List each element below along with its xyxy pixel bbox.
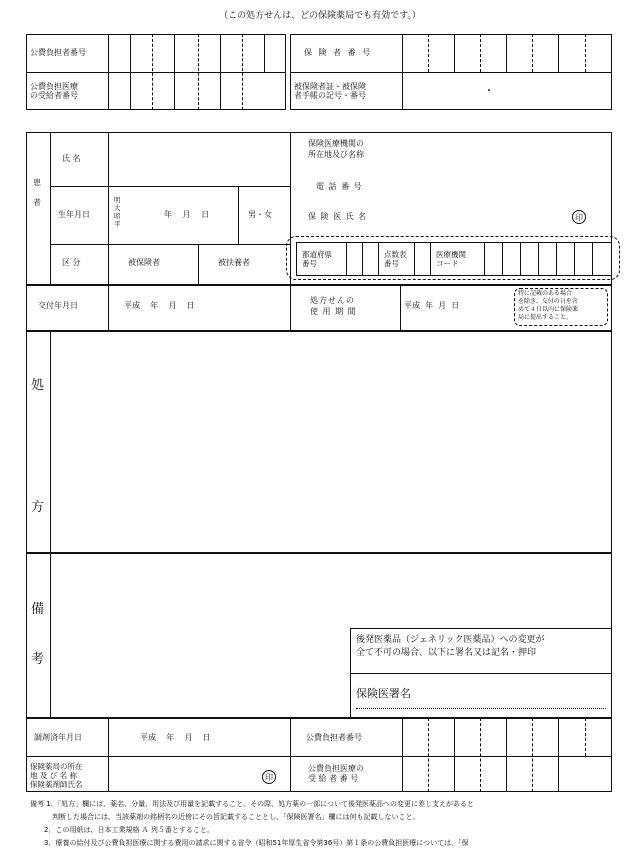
category-insured[interactable]: 被保険者 [128, 258, 160, 267]
public-payer-no-label: 公費負担者番号 [30, 48, 86, 57]
generic-notice: 後発医薬品（ジェネリック医薬品）への変更が 全て不可の場合、以下に署名又は記名・押印 [356, 635, 545, 658]
doctor-name-label: 保 険 医 氏 名 [308, 212, 368, 221]
footnote-1a: 備考 1．「処方」欄には、薬名、分量、用法及び用量を記載すること。その際、処方薬の一部について後発医薬品への変更に差し支えがあると [30, 800, 475, 808]
footnote-2: 2．この用紙は、日本工業規格 Ａ 列５番とすること。 [44, 826, 214, 834]
patient-name-label: 氏 名 [62, 154, 81, 163]
patient-section-label: 患 者 [33, 178, 41, 207]
prescription-area[interactable] [26, 331, 612, 553]
footnote-1b: 判断した場合には、当該薬剤の銘柄名の近傍にその旨記載することとし、「保険医署名」欄には何も記載しないこと。 [52, 813, 420, 821]
public-recipient-no-label: 公費負担医療 の受給者番号 [30, 82, 78, 100]
dob-ymd: 年 月 日 [164, 210, 210, 219]
card-number-dot: ・ [484, 86, 494, 97]
category-label: 区 分 [62, 258, 81, 267]
remarks-label-2: 考 [31, 652, 45, 667]
rx-label-1: 処 [31, 378, 45, 393]
issue-date-value[interactable]: 平成 年 月 日 [124, 301, 195, 310]
doctor-seal-icon: 印 [572, 210, 586, 224]
footnote-3: 3．療養の給付及び公費負担医療に関する費用の請求に関する省令（昭和51年厚生省令第36号）第１条の公費負担医療については、「保 [44, 839, 469, 847]
dispensed-date-label: 調剤済年月日 [34, 733, 82, 742]
institution-code-label: 医療機関 コード [436, 250, 466, 268]
header-note: （この処方せんは、どの保険薬局でも有効です。） [219, 11, 421, 21]
dispensed-date-value[interactable]: 平成 年 月 日 [140, 733, 211, 742]
bottom-public-payer-label: 公費負担者番号 [306, 733, 362, 742]
category-dependent[interactable]: 被扶養者 [218, 258, 250, 267]
dob-label: 生年月日 [58, 210, 90, 219]
phone-label: 電 話 番 号 [316, 182, 363, 191]
validity-date-value[interactable]: 平成 年 月 日 [404, 301, 460, 310]
bottom-public-recipient-label: 公費負担医療の 受 給 者 番 号 [308, 764, 364, 783]
insurer-no-label: 保 険 者 番 号 [304, 48, 373, 57]
institution-location-label: 保険医療機関の 所在地及び名称 [308, 139, 364, 159]
signature-line[interactable] [356, 708, 606, 709]
sex-choice[interactable]: 男・女 [248, 210, 272, 219]
prefecture-no-label: 都道府県 番号 [302, 250, 332, 268]
validity-note: 特に記載のある場合 を除き、交付の日を含 めて４日以内に保険薬 局に提出すること。 [518, 290, 579, 321]
pharmacist-seal-icon: 印 [262, 770, 276, 784]
remarks-label-1: 備 [31, 602, 45, 617]
doctor-signature-label: 保険医署名 [356, 687, 411, 700]
rx-label-2: 方 [31, 500, 45, 515]
score-table-no-label: 点数表 番号 [384, 250, 407, 268]
issue-date-label: 交付年月日 [38, 301, 78, 310]
validity-label: 処方せんの 使 用 期 間 [310, 296, 357, 316]
pharmacy-info-label: 保険薬局の所在 地 及 び 名 称 保険薬剤師氏名 [30, 762, 83, 789]
era-list: 明 大 昭 平 [114, 196, 121, 228]
insured-card-label: 被保険者証・被保険 者手帳の記号・番号 [294, 82, 366, 100]
